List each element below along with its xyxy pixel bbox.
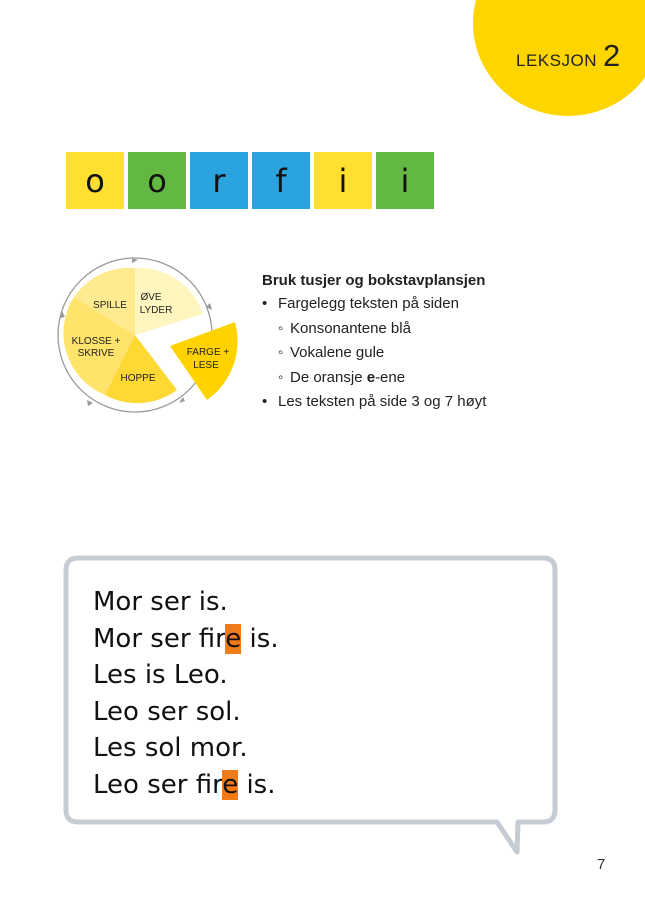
instructions-heading: Bruk tusjer og bokstavplansjen [262, 272, 486, 289]
text-segment: is. [238, 769, 276, 800]
sub-bullet-icon: ◦ [278, 319, 284, 337]
reading-line [93, 767, 279, 804]
text-segment: Leo ser fir [93, 769, 223, 800]
letter-tile-text: i [400, 161, 410, 200]
wheel-label-hoppe: HOPPE [120, 373, 156, 384]
list-item-text: Vokalene gule [290, 344, 385, 361]
letter-tile-text: f [275, 161, 287, 200]
text-segment: is. [241, 623, 279, 654]
reading-line: Leo ser sol. [93, 696, 241, 727]
list-item-text: Les teksten på side 3 og 7 høyt [278, 393, 487, 410]
reading-line: Les sol mor. [93, 733, 248, 763]
letter-tile-text: o [85, 161, 105, 200]
text-segment: Mor ser fir [93, 623, 226, 654]
wheel-label-lyder: LYDER [139, 305, 173, 316]
text-segment: De oransje [290, 368, 367, 386]
wheel-label-lese: LESE [193, 360, 219, 371]
letter-tile-text: i [338, 161, 348, 200]
wheel-label-farge: FARGE + [186, 347, 230, 358]
bullet-icon: • [262, 393, 268, 410]
reading-line: Les is Leo. [93, 660, 228, 690]
list-item-text: Konsonantene blå [290, 319, 411, 337]
reading-text [93, 584, 279, 803]
sub-bullet-icon: ◦ [278, 368, 284, 386]
text-segment: -ene [375, 368, 406, 386]
bullet-icon: • [262, 295, 268, 312]
letter-tile-text: o [147, 161, 167, 200]
lesson-word: LEKSJON [516, 51, 597, 70]
highlighted-e: e [225, 623, 242, 654]
list-item-text: Fargelegg teksten på siden [278, 295, 459, 312]
highlighted-e: e [222, 769, 239, 800]
lesson-number: 2 [602, 38, 621, 73]
page-number: 7 [597, 856, 606, 873]
wheel-label-klosse: KLOSSE + [71, 336, 121, 347]
sub-bullet-icon: ◦ [278, 344, 284, 361]
wheel-label-spille: SPILLE [93, 300, 127, 311]
reading-line [93, 621, 279, 658]
reading-line: Mor ser is. [93, 587, 228, 617]
letter-tile-text: r [212, 161, 226, 200]
bold-letter: e [366, 368, 376, 386]
wheel-label-skrive: SKRIVE [77, 348, 115, 359]
wheel-label-ove: ØVE [140, 292, 162, 303]
